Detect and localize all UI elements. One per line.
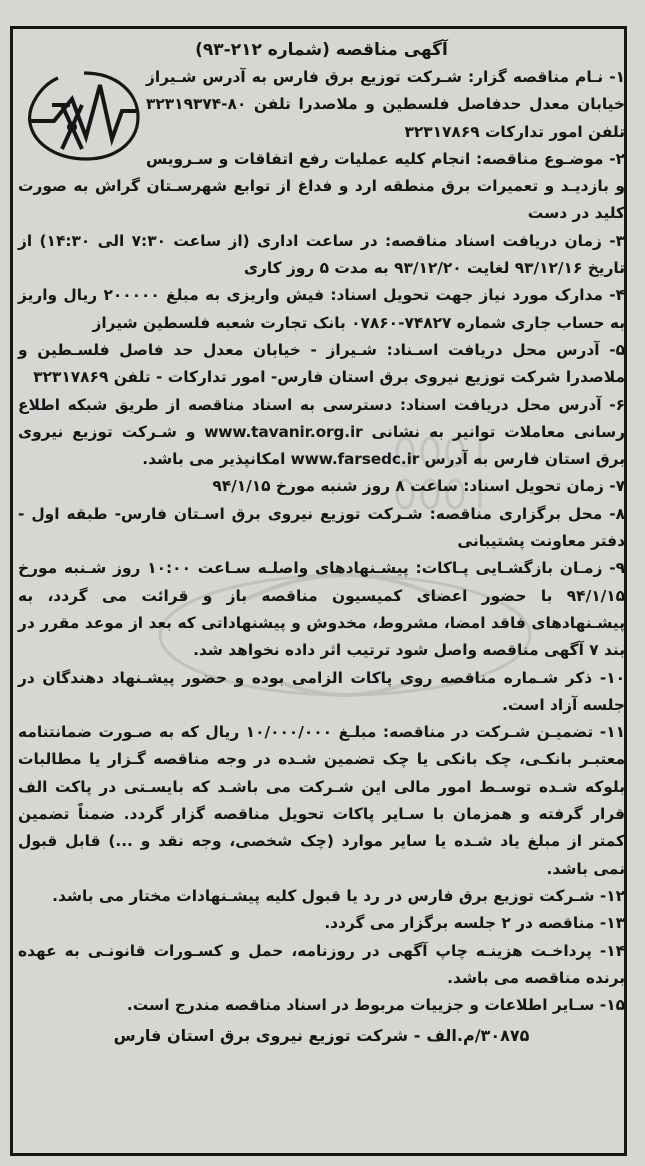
item-10 [18,665,625,720]
item-06-text: ۶- آدرس محل دریافت اسناد: دسترسی به اسناد مناقصه از طریق شبکه اطلاع رسانی معاملات توانیر به نشانی www.tavanir.org.ir و شـرکت توزیع نیروی برق استان فارس به آدرس www.farsedc.ir امکانپذیر می باشد. [18,395,625,469]
item-03-text: ۳- زمان دریافت اسناد مناقصه: در ساعت اداری (از ساعت ۷:۳۰ الی ۱۴:۳۰) از تاریخ ۹۳/۱۲/۱۶ لغایت ۹۳/۱۲/۲۰ به مدت ۵ روز کاری [18,231,625,278]
item-07-text: ۷- زمان تحویل اسناد: ساعت ۸ روز شنبه مورخ ۹۴/۱/۱۵ [212,477,625,496]
item-13 [18,910,625,937]
item-08 [18,501,625,556]
item-05-text: ۵- آدرس محل دریافت اسـناد: شـیراز - خیابان معدل حد فاصل فلسـطین و ملاصدرا شرکت توزیع نیروی برق استان فارس- امور تدارکات - تلفن ۳۲۳۱۷۸۶۹ [18,340,625,387]
ad-organization: - شرکت توزیع نیروی برق استان فارس [113,1026,421,1046]
item-14 [18,938,625,993]
item-11-text: ۱۱- تضمیـن شـرکت در مناقصه: مبلـغ ۱۰/۰۰۰/۰۰۰ ریال که به صـورت ضمانتنامه معتبـر بانکـی، چک بانکی یا چک تضمین شـده در وجه مناقصه گـزار یا مطالبات بلوکه شـده توسـط امور مالی این شـرکت می باشـد که بایسـتی در پاکت الف قرار گرفته و همزمان با سـایر پاکات تحویل مناقصه گزار گردد. ضمناً تضمین کمتر از مبلغ یاد شـده یا سایر موارد (چک شخصی، وجه نقد و ...) قابل قبول نمی باشد. [18,723,625,878]
ad-code: ۳۰۸۷۵/م.الف [426,1026,530,1046]
item-04-text: ۴- مدارک مورد نیاز جهت تحویل اسناد: فیش واریزی به مبلغ ۲۰۰۰۰۰ ریال واریز به حساب جاری شماره ۷۴۸۲۷-۰۷۸۶۰ بانک تجارت شعبه فلسطین شیراز [18,286,625,332]
item-09-text: ۹- زمـان بازگشـایی پـاکات: پیشـنهادهای واصلـه سـاعت ۱۰:۰۰ روز شـنبه مورخ ۹۴/۱/۱۵ با حضور اعضای کمیسیون مناقصه باز و قرائت می گردد، به پیشـنهادهای فاقد امضا، مشروط، مخدوش و پیشنهاداتی که بعد از موعد مقرر در بند ۷ آگهی مناقصه واصل شود ترتیب اثر داده نخواهد شد. [18,559,625,660]
item-15-text: ۱۵- سـایر اطلاعات و جزییات مربوط در اسناد مناقصه مندرج است. [126,996,625,1015]
ad-title: آگهی مناقصه (شماره ۲۱۲-۹۳) [195,40,448,60]
item-03 [18,228,625,283]
item-06 [18,392,625,474]
item-05 [18,337,625,392]
advertisement-body [18,36,625,1051]
item-12-text: ۱۲- شـرکت توزیع برق فارس در رد یا قبول کلیه پیشـنهادات مختار می باشد. [52,886,625,905]
ad-footer [18,1021,625,1051]
item-08-text: ۸- محل برگزاری مناقصه: شـرکت توزیع نیروی برق اسـتان فارس- طبقه اول - دفتر معاونت پشتیبانی [18,504,625,551]
company-logo [24,67,142,163]
item-15 [18,992,625,1019]
item-07 [18,473,625,500]
item-09 [18,555,625,664]
item-01-text: ۱- نـام مناقصه گزار: شـرکت توزیع برق فارس به آدرس شـیراز خیابان معدل حدفاصل فلسطین و ملاصدرا تلفن ۸۰-۳۲۳۱۹۳۷۴ تلفن امور تدارکات ۳۲۳۱۷۸۶۹ [146,68,625,141]
item-10-text: ۱۰- ذکر شـماره مناقصه روی پاکات الزامی بوده و حضور پیشـنهاد دهندگان در جلسه آزاد است. [18,668,625,714]
item-13-text: ۱۳- مناقصه در ۲ جلسه برگزار می گردد. [324,914,625,933]
item-02-text: ۲- موضـوع مناقصه: انجام کلیه عملیات رفع اتفاقات و سـرویس و بازدیـد و تعمیرات برق منطقه ارد و فداغ از توابع شهرسـتان گراش به صورت کلید در دست [18,149,625,223]
item-12 [18,883,625,910]
ad-items [18,64,625,1019]
item-04 [18,282,625,337]
item-14-text: ۱۴- پرداخـت هزینـه چاپ آگهی در روزنامه، حمل و کسـورات قانونـی به عهده برنده مناقصه می باشد. [18,941,625,987]
item-11 [18,719,625,883]
